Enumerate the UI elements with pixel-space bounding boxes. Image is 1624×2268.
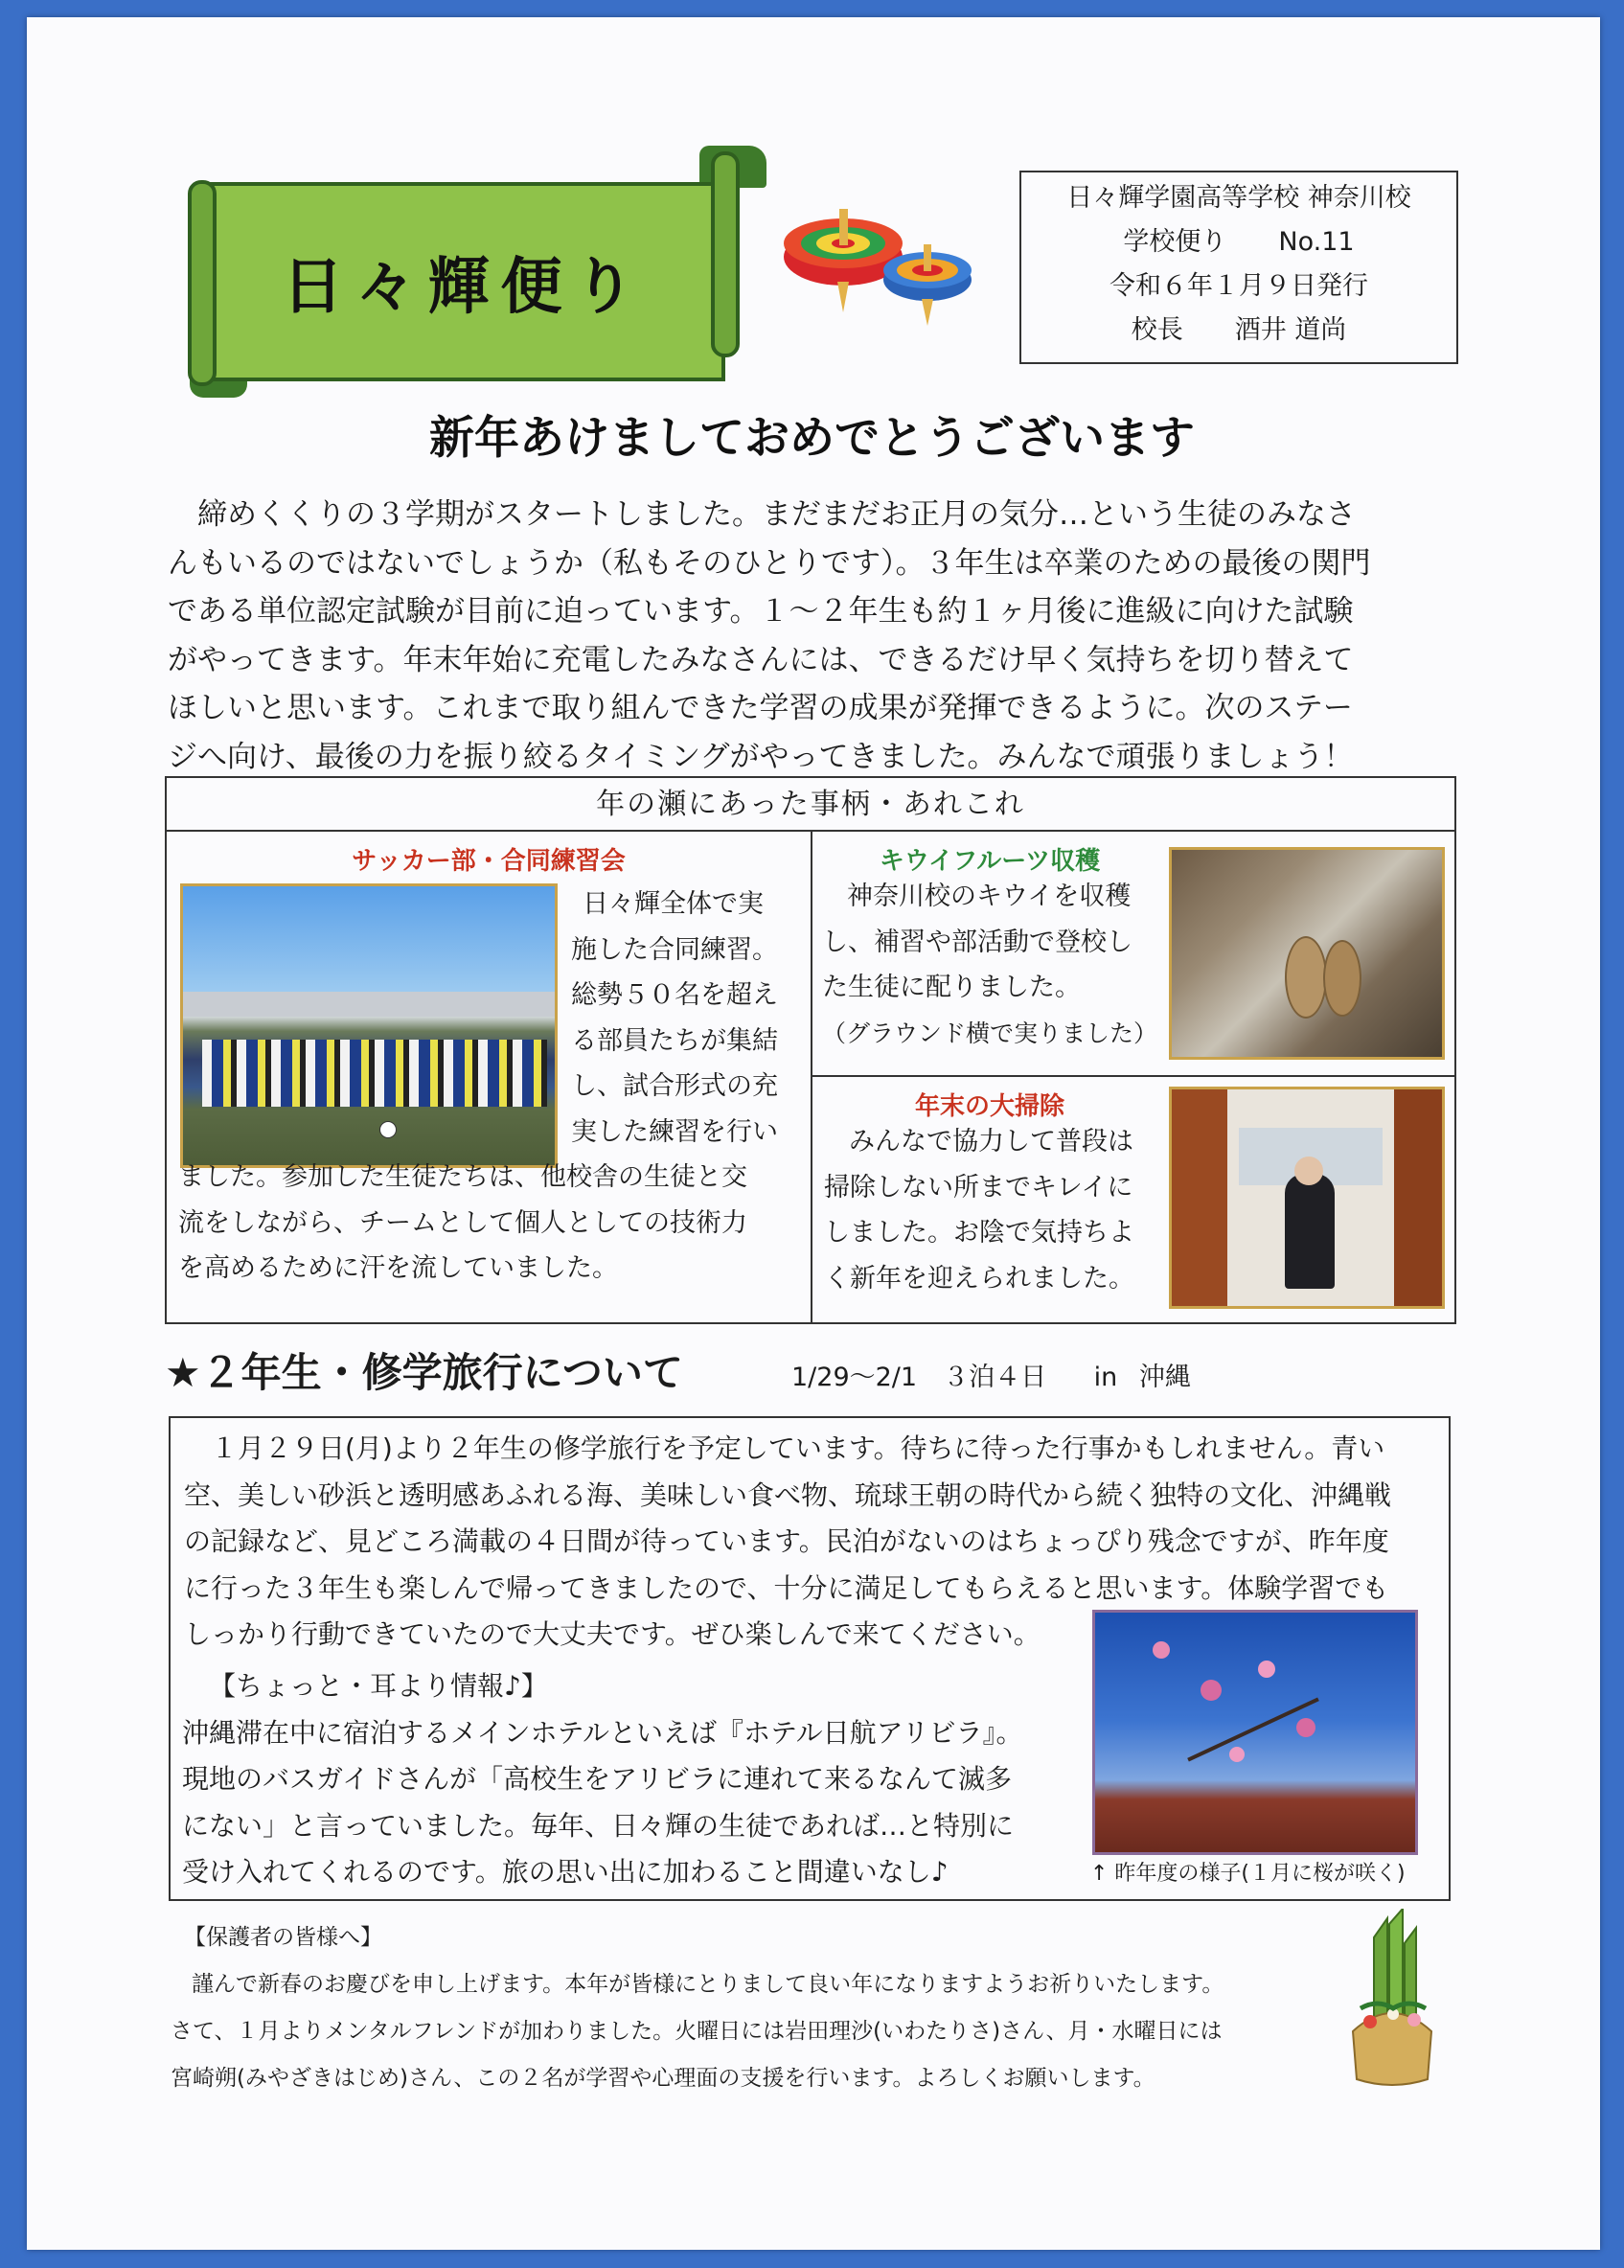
issue-info-box [1019, 171, 1458, 364]
events-box-title: 年の瀬にあった事柄・あれこれ [167, 778, 1454, 832]
trip-subheading: 1/29〜2/1 ３泊４日 in 沖縄 [791, 1363, 1191, 1392]
banner-curl-left [188, 180, 217, 386]
text-line: みんなで協力して普段は [849, 1127, 1133, 1157]
school-trip-box [169, 1416, 1451, 1901]
text-line: 謹んで新春のお慶びを申し上げます。本年が皆様にとりまして良い年になりますようお祈りいたします。 [192, 1972, 1224, 1997]
text-line: し、補習や部活動で登校し [822, 927, 1132, 957]
divider [812, 1075, 1456, 1077]
intro-paragraph [168, 491, 1452, 781]
cleaning-section-title: 年末の大掃除 [914, 1092, 1064, 1121]
kadomatsu-icon [1339, 1909, 1445, 2091]
trip-heading: ★２年生・修学旅行について [165, 1349, 683, 1396]
text-line: 宮崎朔(みやざきはじめ)さん、この２名が学習や心理面の支援を行います。よろしくお願いします。 [171, 2066, 1155, 2091]
intro-line: 締めくくりの３学期がスタートしました。まだまだお正月の気分…という生徒のみなさ [197, 497, 1356, 532]
text-line: 掃除しない所までキレイに [824, 1172, 1133, 1203]
intro-line: である単位認定試験が目前に迫っています。１～２年生も約１ヶ月後に進級に向けた試験 [168, 594, 1354, 629]
banner-title: 日々輝便り [282, 252, 647, 323]
title-banner [203, 182, 725, 381]
text-line: く新年を迎えられました。 [824, 1263, 1134, 1294]
photo-caption: ↑ 昨年度の様子(１月に桜が咲く) [1090, 1862, 1406, 1886]
principal-name: 校長 酒井 道尚 [1131, 315, 1347, 345]
text-line: 流をしながら、チームとして個人としての技術力 [178, 1207, 747, 1238]
intro-line: ほしいと思います。これまで取り組んできた学習の成果が発揮できるように。次のステー [168, 691, 1353, 725]
text-line: 現地のバスガイドさんが「高校生をアリビラに連れて来るなんて滅多 [182, 1763, 1013, 1795]
cleaning-text [824, 1119, 1178, 1301]
text-line: 日々輝全体で実 [583, 889, 764, 919]
text-line: に行った３年生も楽しんで帰ってきましたので、十分に満足してもらえると思います。体験学習でも [184, 1571, 1389, 1604]
text-line: 沖縄滞在中に宿泊するメインホテルといえば『ホテル日航アリビラ』。 [182, 1716, 1023, 1749]
kiwi-text [822, 874, 1177, 1056]
divider [811, 832, 812, 1324]
text-line: る部員たちが集結 [571, 1025, 778, 1056]
school-name: 日々輝学園高等学校 神奈川校 [1066, 183, 1411, 213]
text-line: ました。参加した生徒たちは、他校舎の生徒と交 [178, 1162, 747, 1192]
intro-line: がやってきます。年末年始に充電したみなさんには、できるだけ早く気持ちを切り替えて [168, 642, 1354, 677]
soccer-team-photo [180, 883, 558, 1168]
text-line: さて、１月よりメンタルフレンドが加わりました。火曜日には岩田理沙(いわたりさ)さん、月・水曜日には [171, 2019, 1223, 2044]
page-title: 新年あけましておめでとうございます [429, 412, 1195, 465]
year-end-events-box [165, 776, 1456, 1324]
issue-date: 令和６年１月９日発行 [1109, 271, 1368, 301]
guardians-notice [171, 1914, 1368, 2102]
text-line: 神奈川校のキウイを収穫 [847, 882, 1132, 911]
text-line: （グラウンド横で実りました） [822, 1019, 1158, 1047]
intro-line: んもいるのではないでしょうか（私もそのひとりです）。３年生は卒業のための最後の関門 [168, 545, 1371, 581]
kiwi-section-title: キウイフルーツ収穫 [879, 847, 1101, 876]
soccer-bottom-text [178, 1155, 806, 1292]
text-line: の記録など、見どころ満載の４日間が待っています。民泊がないのはちょっぴり残念ですが、昨年度 [184, 1525, 1389, 1557]
banner-curl-right [711, 151, 740, 357]
soccer-section-title: サッカー部・合同練習会 [352, 847, 626, 876]
soccer-side-text [571, 882, 811, 1155]
text-line: 施した合同練習。 [571, 934, 778, 965]
cleaning-photo [1169, 1087, 1445, 1309]
text-line: １月２９日(月)より２年生の修学旅行を予定しています。待ちに待った行事かもしれません。青い [211, 1432, 1385, 1464]
text-line: た生徒に配りました。 [822, 973, 1081, 1002]
text-line: 受け入れてくれるのです。旅の思い出に加わること間違いなし♪ [182, 1856, 949, 1888]
tip-title: 【ちょっと・耳より情報♪】 [209, 1670, 548, 1702]
text-line: 総勢５０名を超え [571, 980, 778, 1010]
okinawa-cherry-blossom-photo [1092, 1610, 1418, 1855]
text-line: を高めるために汗を流していました。 [178, 1253, 618, 1283]
text-line: し、試合形式の充 [571, 1071, 778, 1101]
text-line: 空、美しい砂浜と透明感あふれる海、美味しい食べ物、琉球王朝の時代から続く独特の文化、沖縄戦 [184, 1478, 1392, 1511]
guardians-title: 【保護者の皆様へ】 [184, 1925, 382, 1950]
issue-number: 学校便り No.11 [1123, 227, 1355, 257]
trip-tip [182, 1663, 1073, 1896]
text-line: にない」と言っていました。毎年、日々輝の生徒であれば…と特別に [182, 1809, 1015, 1842]
text-line: しっかり行動できていたので大丈夫です。ぜひ楽しんで来てください。 [184, 1618, 1041, 1650]
spinning-top-icon [774, 192, 995, 331]
text-line: しました。お陰で気持ちよ [824, 1218, 1134, 1248]
text-line: 実した練習を行い [571, 1116, 778, 1147]
intro-line: ジへ向け、最後の力を振り絞るタイミングがやってきました。みんなで頑張りましょう！ [168, 739, 1354, 774]
kiwi-photo [1169, 847, 1445, 1060]
